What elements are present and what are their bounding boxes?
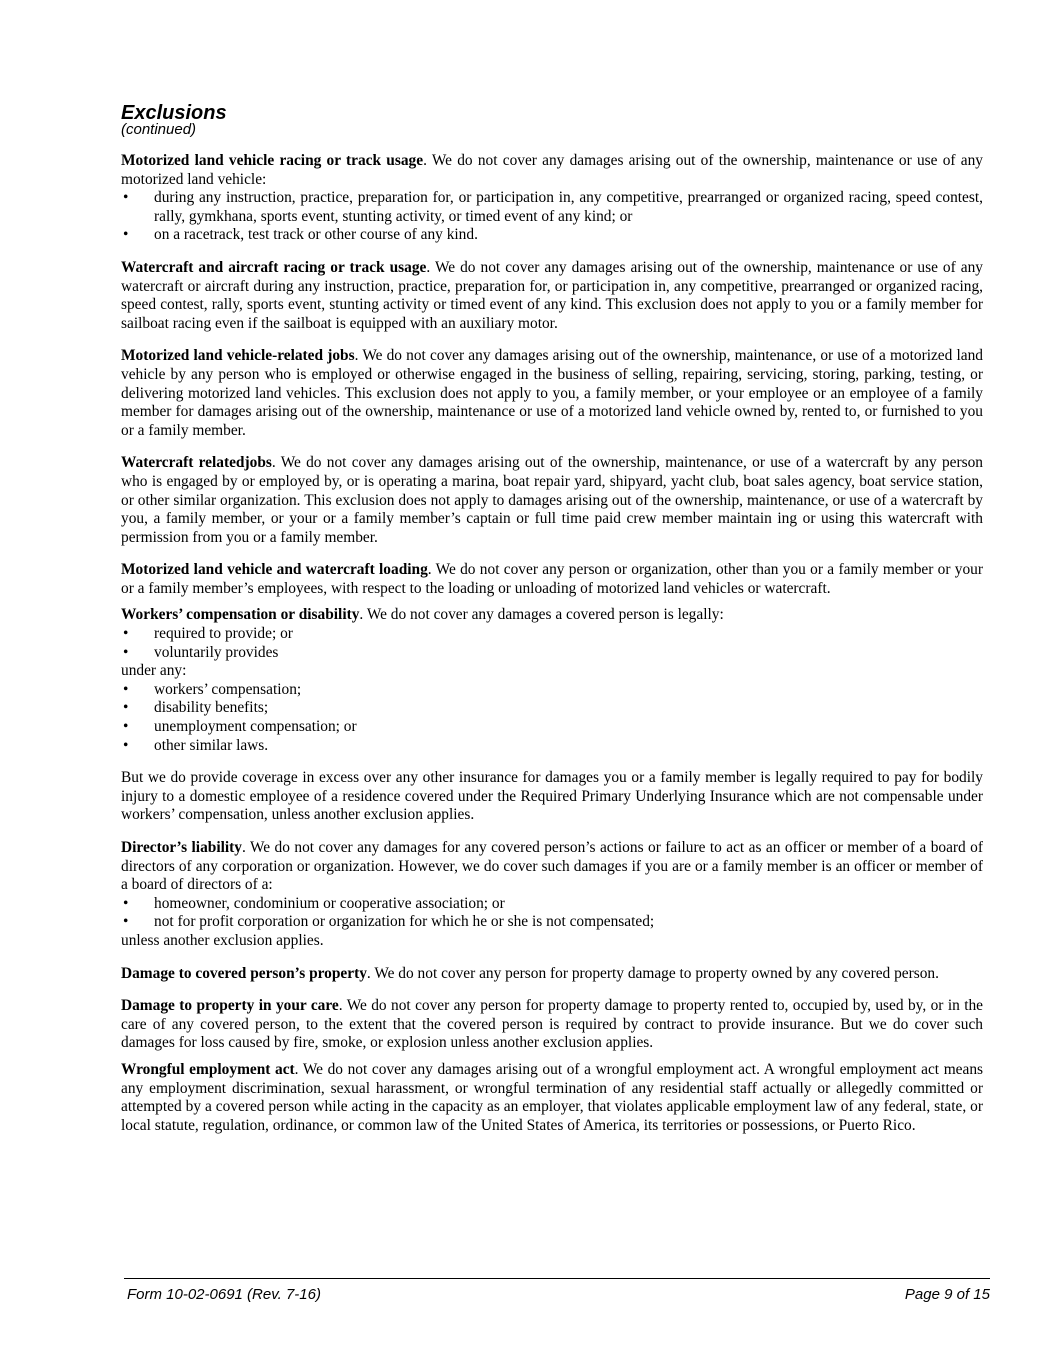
list-item: • required to provide; or <box>121 625 983 644</box>
exclusion-text: . We do not cover any person for property damage to property owned by any covered person. <box>366 964 939 982</box>
list-item: • during any instruction, practice, preparation for, or participation in, any competitive, prearranged or organized racing, speed contest, rally, gymkhana, sports event, stunting activity, or timed event of any kind; or <box>121 189 983 226</box>
form-number: Form 10-02-0691 (Rev. 7-16) <box>127 1286 321 1303</box>
document-body <box>121 152 983 1149</box>
exclusion-title: Director’s liability <box>121 839 242 856</box>
closing-text: unless another exclusion applies. <box>121 931 324 949</box>
exclusion-motorized-racing <box>121 152 983 245</box>
exclusion-watercraft-jobs <box>121 454 983 547</box>
section-subheading: (continued) <box>121 121 197 138</box>
list-item: • not for profit corporation or organization for which he or she is not compensated; <box>121 913 983 932</box>
exclusion-title: Workers’ compensation or disability <box>121 606 360 624</box>
exclusion-title: Wrongful employment act <box>121 1060 295 1078</box>
exclusion-loading <box>121 561 983 598</box>
section-heading: Exclusions <box>121 102 227 124</box>
exclusion-vehicle-jobs <box>121 347 983 440</box>
list-intro: under any: <box>121 662 187 680</box>
exclusion-covered-persons-property <box>121 965 983 984</box>
footer-divider <box>124 1278 990 1279</box>
exclusion-wrongful-employment <box>121 1061 983 1135</box>
bullet-list <box>121 681 983 755</box>
exclusion-title: Watercraft and aircraft racing or track usage <box>121 258 427 276</box>
list-item: • homeowner, condominium or cooperative association; or <box>121 895 983 914</box>
coverage-excess-paragraph <box>121 769 983 825</box>
exclusion-property-in-care <box>121 997 983 1053</box>
exclusion-text: . We do not cover any damages arising out of the ownership, maintenance or use of any motorized land vehicle: <box>121 152 983 188</box>
exclusion-text: . We do not cover any damages arising out of the ownership, maintenance, or use of a motorized land vehicle by any person who is employed or otherwise engaged in the business of selling, repairing, servicing, storing, parking, testing, or delivering motorized land vehicles. This exclusion does not apply to you, a family member, or your employee or an employee of a family member for damages arising out of the ownership, maintenance or use of a motorized land vehicle owned by, rented to, or furnished to you or a family member. <box>121 347 983 439</box>
exclusion-text: . We do not cover any damages arising out of the ownership, maintenance, or use of a watercraft by any person who is engaged by or employed by, or is operating a marina, boat repair yard, shipyard, yacht club, boat sales agency, boat service station, or other similar organization. This exclusion does not apply to damages arising out of the ownership, maintenance, or use of a watercraft by you, a family member, or your or a family member’s captain or full time paid crew member maintain ing or using this watercraft with permission from you or a family member. <box>121 454 984 546</box>
exclusion-text: But we do provide coverage in excess over any other insurance for damages you or a family member is legally required to pay for bodily injury to a domestic employee of a residence covered under the Required Primary Underlying Insurance which are not compensable under workers’ compensation, unless another exclusion applies. <box>121 769 983 824</box>
exclusion-text: . We do not cover any damages a covered person is legally: <box>359 606 724 624</box>
exclusion-title: Watercraft relatedjobs <box>121 454 272 472</box>
exclusion-workers-compensation <box>121 606 983 755</box>
page-number: Page 9 of 15 <box>904 1286 990 1303</box>
bullet-list <box>121 625 983 662</box>
bullet-list <box>121 895 983 932</box>
exclusion-directors-liability <box>121 839 983 951</box>
bullet-list <box>121 189 983 245</box>
list-item: • voluntarily provides <box>121 644 983 663</box>
exclusion-text: . We do not cover any person for property damage to property rented to, occupied by, used by, or in the care of any covered person, to the extent that the covered person is required by contract to provide insurance. But we do cover such damages for loss caused by fire, smoke, or explosion unless another exclusion applies. <box>121 997 983 1052</box>
exclusion-text: . We do not cover any damages for any covered person’s actions or failure to act as an officer or member of a board of directors of any corporation or organization. However, we do cover such damages if you are or a family member is an officer or member of a board of directors of a: <box>121 839 983 894</box>
list-item: • unemployment compensation; or <box>121 718 983 737</box>
exclusion-title: Damage to covered person’s property <box>121 964 367 982</box>
exclusion-text: . We do not cover any damages arising out of a wrongful employment act. A wrongful employment act means any employment discrimination, sexual harassment, or wrongful termination of any residential staff actually or allegedly committed or attempted by a covered person while acting in the capacity as an employer, that violates applicable employment law of any federal, state, or local statute, regulation, ordinance, or common law of the United States of America, its territories or possessions, or Puerto Rico. <box>121 1060 984 1134</box>
list-item: • disability benefits; <box>121 699 983 718</box>
list-item: • on a racetrack, test track or other course of any kind. <box>121 226 983 245</box>
list-item: • workers’ compensation; <box>121 681 983 700</box>
exclusion-watercraft-racing <box>121 259 983 333</box>
exclusion-title: Motorized land vehicle and watercraft loading <box>121 561 428 579</box>
exclusion-text: . We do not cover any person or organization, other than you or a family member or your or a family member’s employees, with respect to the loading or unloading of motorized land vehicles or watercraft. <box>121 561 983 597</box>
exclusion-title: Damage to property in your care <box>121 997 339 1015</box>
exclusion-title: Motorized land vehicle racing or track usage <box>121 152 424 169</box>
exclusion-title: Motorized land vehicle-related jobs <box>121 347 355 365</box>
list-item: • other similar laws. <box>121 737 983 756</box>
exclusion-text: . We do not cover any damages arising out of the ownership, maintenance or use of any watercraft or aircraft during any instruction, practice, preparation for, or participation in, any competitive, prearranged or organized racing, speed contest, rally, sports event, stunting activity or timed event of any kind. This exclusion does not apply to you or a family member for sailboat racing even if the sailboat is equipped with an auxiliary motor. <box>121 258 983 332</box>
